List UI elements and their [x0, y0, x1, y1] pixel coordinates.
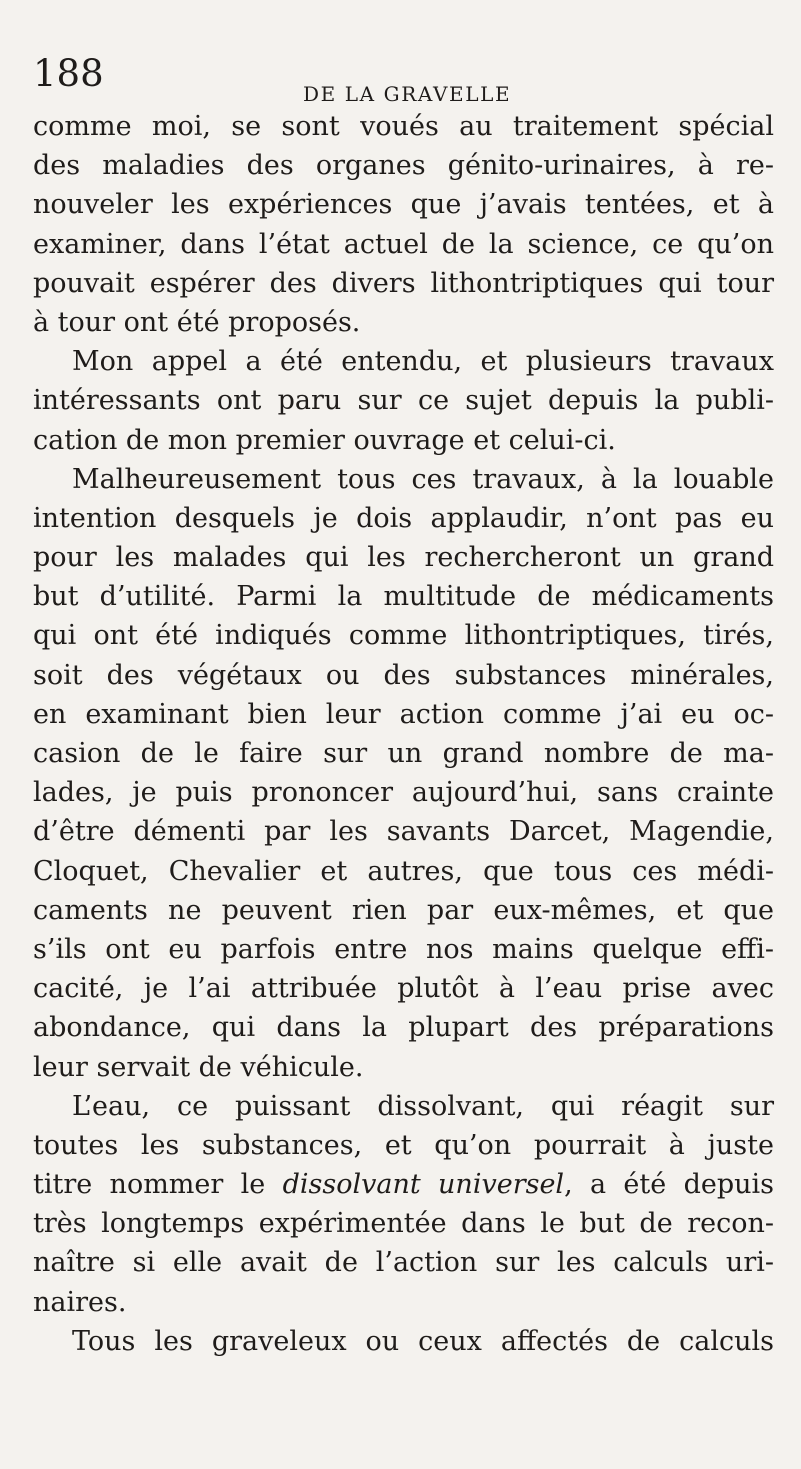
text-line: toutes les substances, et qu’on pourrait à juste: [33, 1129, 774, 1161]
text-line: cation de mon premier ouvrage et celui-ci.: [33, 424, 616, 456]
text-line: Malheureusement tous ces travaux, à la louable: [72, 463, 774, 495]
text-line: examiner, dans l’état actuel de la science, ce qu’on: [33, 228, 774, 260]
text-run: titre nommer le: [33, 1169, 283, 1201]
page-number: 188: [33, 52, 104, 95]
body-text: [33, 107, 774, 1361]
text-line: en examinant bien leur action comme j’ai eu oc-: [33, 698, 774, 730]
running-head: DE LA GRAVELLE: [303, 82, 512, 106]
text-line: caments ne peuvent rien par eux-mêmes, et que: [33, 894, 774, 926]
text-line: but d’utilité. Parmi la multitude de médicaments: [33, 581, 774, 613]
text-line: comme moi, se sont voués au traitement spécial: [33, 111, 774, 142]
text-line: nouveler les expériences que j’avais tentées, et à: [33, 189, 774, 221]
text-line: lades, je puis prononcer aujourd’hui, sans crainte: [33, 777, 774, 809]
text-line: des maladies des organes génito-urinaires, à re-: [33, 150, 774, 182]
text-line: soit des végétaux ou des substances minérales,: [33, 659, 774, 691]
page-header: [0, 52, 801, 115]
text-line: naires.: [33, 1286, 127, 1318]
text-line: pouvait espérer des divers lithontriptiques qui tour: [33, 267, 774, 299]
text-line: cacité, je l’ai attribuée plutôt à l’eau prise avec: [33, 973, 774, 1005]
text-line: Tous les graveleux ou ceux affectés de calculs: [72, 1325, 774, 1357]
text-line: s’ils ont eu parfois entre nos mains quelque effi-: [33, 933, 774, 965]
text-line: Cloquet, Chevalier et autres, que tous ces médi-: [33, 855, 774, 887]
text-line: intention desquels je dois applaudir, n’ont pas eu: [33, 502, 774, 534]
text-line-with-emphasis: [33, 1165, 774, 1204]
text-line: intéressants ont paru sur ce sujet depuis la publi-: [33, 385, 774, 417]
text-line: leur servait de véhicule.: [33, 1051, 364, 1083]
italic-phrase: dissolvant universel: [282, 1169, 565, 1201]
text-line: abondance, qui dans la plupart des préparations: [33, 1012, 774, 1044]
text-line: qui ont été indiqués comme lithontriptiques, tirés,: [33, 620, 774, 652]
text-line: à tour ont été proposés.: [33, 306, 361, 338]
text-line: très longtemps expérimentée dans le but de recon-: [33, 1208, 774, 1240]
text-line: casion de le faire sur un grand nombre de ma-: [33, 738, 774, 769]
text-line: d’être démenti par les savants Darcet, Magendie,: [33, 816, 774, 848]
text-line: Mon appel a été entendu, et plusieurs travaux: [72, 346, 774, 378]
text-line: pour les malades qui les rechercheront un grand: [33, 542, 774, 574]
text-line: naître si elle avait de l’action sur les calculs uri-: [33, 1247, 774, 1279]
text-line: L’eau, ce puissant dissolvant, qui réagit sur: [72, 1090, 774, 1122]
text-run: , a été depuis: [564, 1169, 775, 1201]
